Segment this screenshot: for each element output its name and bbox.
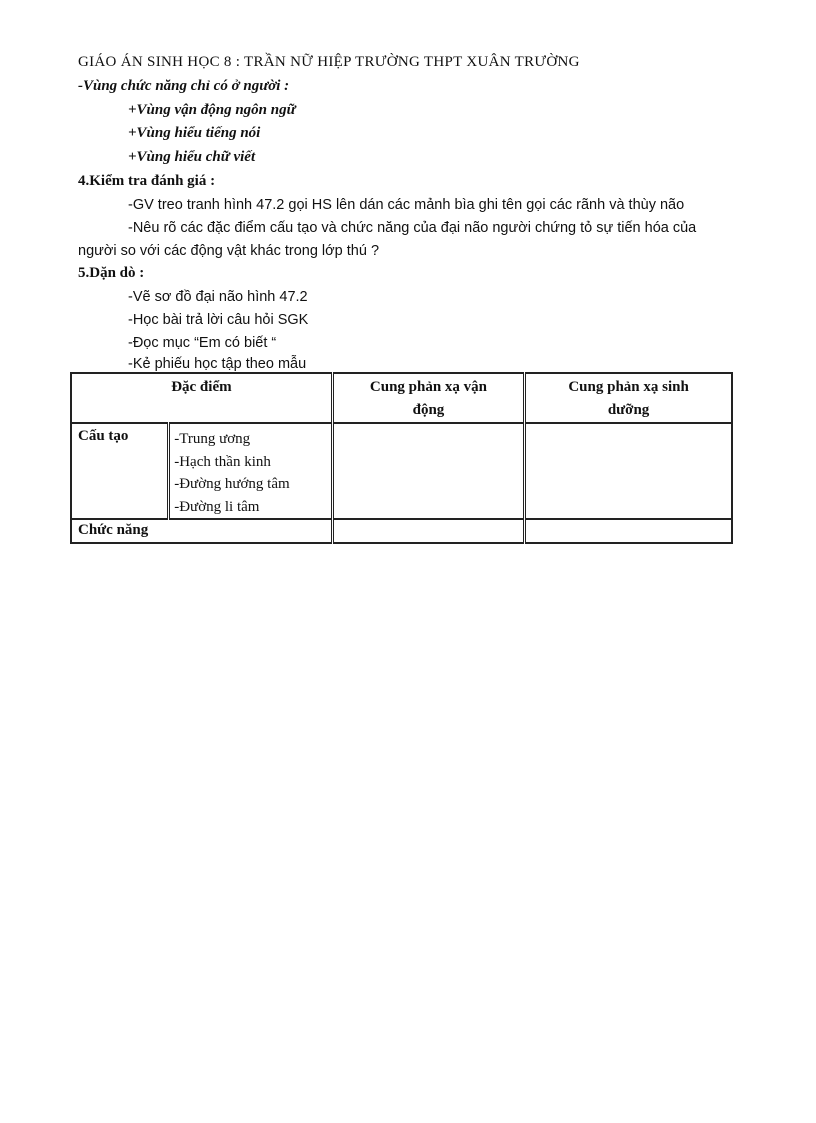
page-header: GIÁO ÁN SINH HỌC 8 : TRẦN NỮ HIỆP TRƯỜNG THPT XUÂN TRƯỜNG bbox=[78, 54, 580, 70]
table-header-row bbox=[71, 373, 732, 423]
table-header-autonomic-reflex bbox=[525, 373, 732, 423]
functional-areas-intro: -Vùng chức năng chỉ có ở người : bbox=[78, 78, 290, 94]
header-line: dưỡng bbox=[607, 402, 650, 418]
structure-components bbox=[169, 423, 333, 519]
empty-cell bbox=[332, 519, 524, 543]
section-5-number: 5. bbox=[78, 265, 90, 281]
table-header-characteristic: Đặc điểm bbox=[171, 379, 232, 395]
section-4-number: 4. bbox=[78, 173, 90, 189]
list-item: -Trung ương bbox=[174, 431, 251, 447]
section-5-heading bbox=[78, 263, 144, 283]
row-label-function: Chức năng bbox=[71, 519, 332, 543]
header-line: động bbox=[412, 402, 445, 418]
list-item: -Đường li tâm bbox=[174, 498, 260, 515]
list-item: -Đường hướng tâm bbox=[174, 476, 290, 492]
section-5-item: -Học bài trả lời câu hỏi SGK bbox=[128, 312, 309, 328]
section-5-item: -Kẻ phiếu học tập theo mẫu bbox=[128, 356, 307, 372]
row-label-structure: Cấu tạo bbox=[71, 423, 169, 519]
section-5-item: -Vẽ sơ đồ đại não hình 47.2 bbox=[128, 289, 308, 305]
table-row bbox=[71, 423, 732, 519]
functional-area-item: +Vùng vận động ngôn ngữ bbox=[128, 102, 296, 118]
worksheet-table bbox=[70, 372, 733, 544]
table-header-motor-reflex bbox=[332, 373, 524, 423]
table-row bbox=[71, 519, 732, 543]
section-4-heading bbox=[78, 171, 215, 191]
list-item: -Hạch thần kinh bbox=[174, 453, 271, 470]
section-4-title: Kiểm tra đánh giá : bbox=[89, 173, 216, 189]
header-line: Cung phản xạ sinh bbox=[568, 379, 689, 395]
section-4-line: -Nêu rõ các đặc điểm cấu tạo và chức năng của đại não người chứng tỏ sự tiến hóa của bbox=[128, 220, 697, 236]
section-4-line: người so với các động vật khác trong lớp thú ? bbox=[78, 243, 380, 259]
section-5-title: Dặn dò : bbox=[89, 265, 145, 281]
functional-area-item: +Vùng hiểu chữ viết bbox=[128, 149, 256, 165]
section-4-line: -GV treo tranh hình 47.2 gọi HS lên dán các mảnh bìa ghi tên gọi các rãnh và thùy não bbox=[128, 197, 685, 213]
functional-area-item: +Vùng hiểu tiếng nói bbox=[128, 125, 261, 141]
header-line: Cung phản xạ vận bbox=[369, 379, 488, 395]
empty-cell bbox=[525, 423, 732, 519]
empty-cell bbox=[525, 519, 732, 543]
section-5-item: -Đọc mục “Em có biết “ bbox=[128, 335, 277, 351]
empty-cell bbox=[332, 423, 524, 519]
